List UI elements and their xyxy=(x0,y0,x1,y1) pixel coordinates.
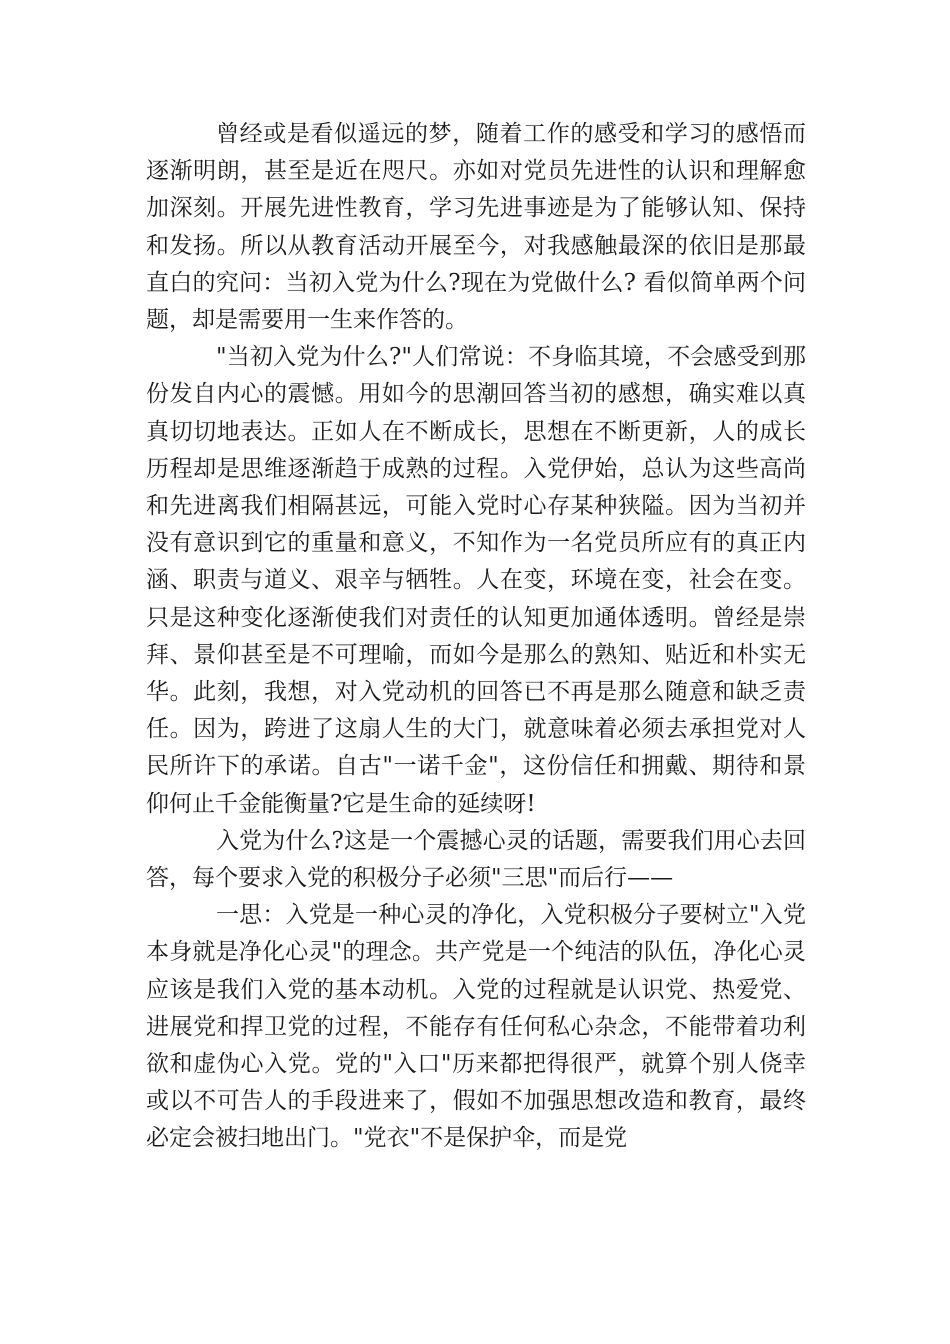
document-body xyxy=(146,116,806,1158)
paragraph-3: 入党为什么?这是一个震撼心灵的话题，需要我们用心去回答，每个要求入党的积极分子必须"三思"而后行—— xyxy=(146,827,806,892)
paragraph-2: "当初入党为什么?"人们常说：不身临其境，不会感受到那份发自内心的震憾。用如今的思潮回答当初的感想，确实难以真真切切地表达。正如人在不断成长，思想在不断更新，人的成长历程却是思维逐渐趋于成熟的过程。入党伊始，总认为这些高尚和先进离我们相隔甚远，可能入党时心存某种狭隘。因为当初并没有意识到它的重量和意义，不知作为一名党员所应有的真正内涵、职责与道义、艰辛与牺牲。人在变，环境在变，社会在变。只是这种变化逐渐使我们对责任的认知更加通体透明。曾经是崇拜、景仰甚至是不可理喻，而如今是那么的熟知、贴近和朴实无华。此刻，我想，对入党动机的回答已不再是那么随意和缺乏责任。因为，跨进了这扇人生的大门，就意味着必须去承担党对人民所许下的承诺。自古"一诺千金"，这份信任和拥戴、期待和景仰何止千金能衡量?它是生命的延续呀! xyxy=(146,344,806,817)
paragraph-1: 曾经或是看似遥远的梦，随着工作的感受和学习的感悟而逐渐明朗，甚至是近在咫尺。亦如对党员先进性的认识和理解愈加深刻。开展先进性教育，学习先进事迹是为了能够认知、保持和发扬。所以从教育活动开展至今，对我感触最深的依旧是那最直白的究问：当初入党为什么?现在为党做什么? 看似简单两个问题，却是需要用一生来作答的。 xyxy=(146,121,806,334)
paragraph-4: 一思：入党是一种心灵的净化，入党积极分子要树立"入党本身就是净化心灵"的理念。共产党是一个纯洁的队伍，净化心灵应该是我们入党的基本动机。入党的过程就是认识党、热爱党、进展党和捍卫党的过程，不能存有任何私心杂念，不能带着功利欲和虚伪心入党。党的"入口"历来都把得很严，就算个别人侥幸或以不可告人的手段进来了，假如不加强思想改造和教育，最终必定会被扫地出门。"党衣"不是保护伞，而是党 xyxy=(146,902,806,1152)
